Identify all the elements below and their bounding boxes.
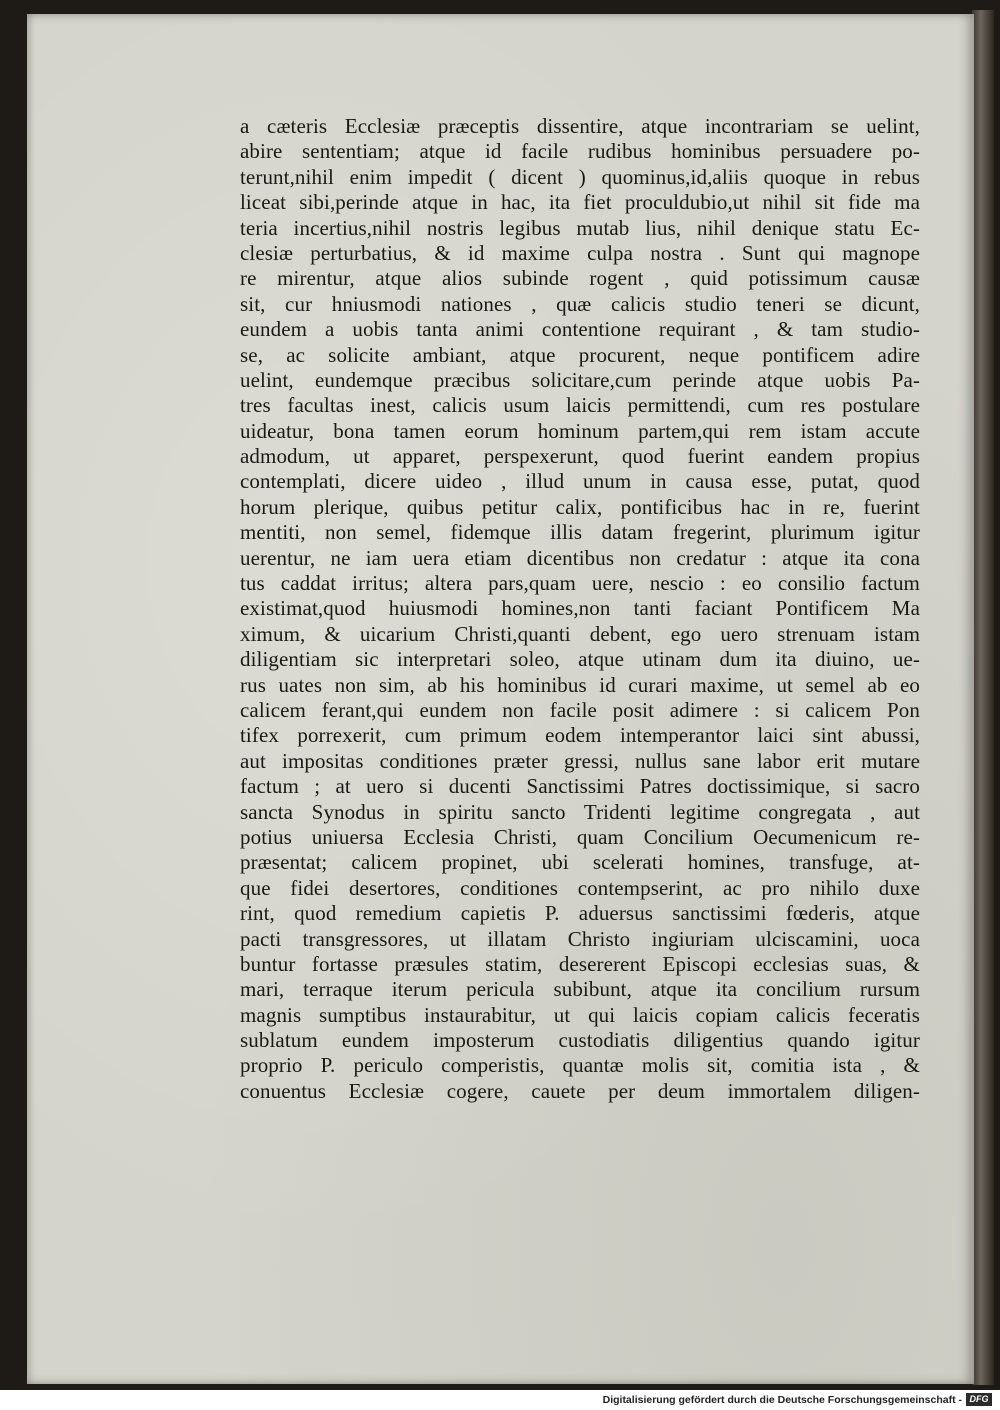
text-line: uideatur, bona tamen eorum hominum partem,qui rem istam accute	[240, 418, 920, 443]
text-line: mari, terraque iterum pericula subibunt, atque ita concilium rursum	[240, 977, 920, 1002]
text-line: aut impositas conditiones præter gressi, nullus sane labor erit mutare	[240, 748, 920, 773]
text-line: magnis sumptibus instaurabitur, ut qui laicis copiam calicis feceratis	[240, 1002, 920, 1027]
text-line: potius uniuersa Ecclesia Christi, quam Concilium Oecumenicum re-	[240, 824, 920, 849]
text-line: clesiæ perturbatius, & id maxime culpa nostra . Sunt qui magnope	[240, 240, 920, 265]
text-line: rint, quod remedium capietis P. aduersus sanctissimi fœderis, atque	[240, 901, 920, 926]
text-line: eundem a uobis tanta animi contentione requirant , & tam studio-	[240, 317, 920, 342]
text-line: se, ac solicite ambiant, atque procurent, neque pontificem adire	[240, 342, 920, 367]
book-page	[27, 14, 974, 1384]
text-line: conuentus Ecclesiæ cogere, cauete per deum immortalem diligen-	[240, 1078, 920, 1103]
text-line: teria incertius,nihil nostris legibus mutab lius, nihil denique statu Ec-	[240, 215, 920, 240]
footer-bar	[0, 1390, 1000, 1410]
text-line: uerentur, ne iam uera etiam dicentibus non credatur : atque ita cona	[240, 545, 920, 570]
text-line: tifex porrexerit, cum primum eodem intemperantor laici sint abussi,	[240, 723, 920, 748]
text-line: existimat,quod huiusmodi homines,non tanti faciant Pontificem Ma	[240, 596, 920, 621]
text-line: sublatum eundem imposterum custodiatis diligentius quando igitur	[240, 1028, 920, 1053]
text-line: tus caddat irritus; altera pars,quam uere, nescio : eo consilio factum	[240, 571, 920, 596]
text-line: sancta Synodus in spiritu sancto Tridenti legitime congregata , aut	[240, 799, 920, 824]
dfg-credit-text: Digitalisierung gefördert durch die Deutsche Forschungsgemeinschaft -	[602, 1394, 962, 1406]
text-line: calicem ferant,qui eundem non facile posit adimere : si calicem Pon	[240, 697, 920, 722]
text-line: contemplati, dicere uideo , illud unum in causa esse, putat, quod	[240, 469, 920, 494]
text-line: terunt,nihil enim impedit ( dicent ) quominus,id,aliis quoque in rebus	[240, 164, 920, 189]
text-line: pacti transgressores, ut illatam Christo ingiuriam ulciscamini, uoca	[240, 926, 920, 951]
book-edge	[972, 10, 994, 1385]
dfg-logo: DFG	[966, 1393, 992, 1406]
text-line: buntur fortasse præsules statim, desererent Episcopi ecclesias suas, &	[240, 951, 920, 976]
text-line: rus uates non sim, ab his hominibus id curari maxime, ut semel ab eo	[240, 672, 920, 697]
text-line: a cæteris Ecclesiæ præceptis dissentire, atque incontrariam se uelint,	[240, 114, 920, 138]
page-text-block	[240, 114, 920, 1104]
text-line: liceat sibi,perinde atque in hac, ita fiet proculdubio,ut nihil sit fide ma	[240, 190, 920, 215]
text-line: admodum, ut apparet, perspexerunt, quod fuerint eandem propius	[240, 444, 920, 469]
text-line: proprio P. periculo comperistis, quantæ molis sit, comitia ista , &	[240, 1053, 920, 1078]
text-line: re mirentur, atque alios subinde rogent , quid potissimum causæ	[240, 266, 920, 291]
text-line: præsentat; calicem propinet, ubi scelerati homines, transfuge, at-	[240, 850, 920, 875]
text-line: abire sententiam; atque id facile rudibus hominibus persuadere po-	[240, 139, 920, 164]
text-line: tres facultas inest, calicis usum laicis permittendi, cum res postulare	[240, 393, 920, 418]
text-line: ximum, & uicarium Christi,quanti debent, ego uero strenuam istam	[240, 621, 920, 646]
text-line: diligentiam sic interpretari soleo, atque utinam dum ita diuino, ue-	[240, 647, 920, 672]
text-line: mentiti, non semel, fidemque illis datam fregerint, plurimum igitur	[240, 520, 920, 545]
text-line: uelint, eundemque præcibus solicitare,cum perinde atque uobis Pa-	[240, 367, 920, 392]
text-line: sit, cur hniusmodi nationes , quæ calicis studio teneri se dicunt,	[240, 291, 920, 316]
text-line: que fidei desertores, conditiones contempserint, ac pro nihilo duxe	[240, 875, 920, 900]
text-line: horum plerique, quibus petitur calix, pontificibus hac in re, fuerint	[240, 494, 920, 519]
text-line: factum ; at uero si ducenti Sanctissimi Patres doctissimique, si sacro	[240, 774, 920, 799]
